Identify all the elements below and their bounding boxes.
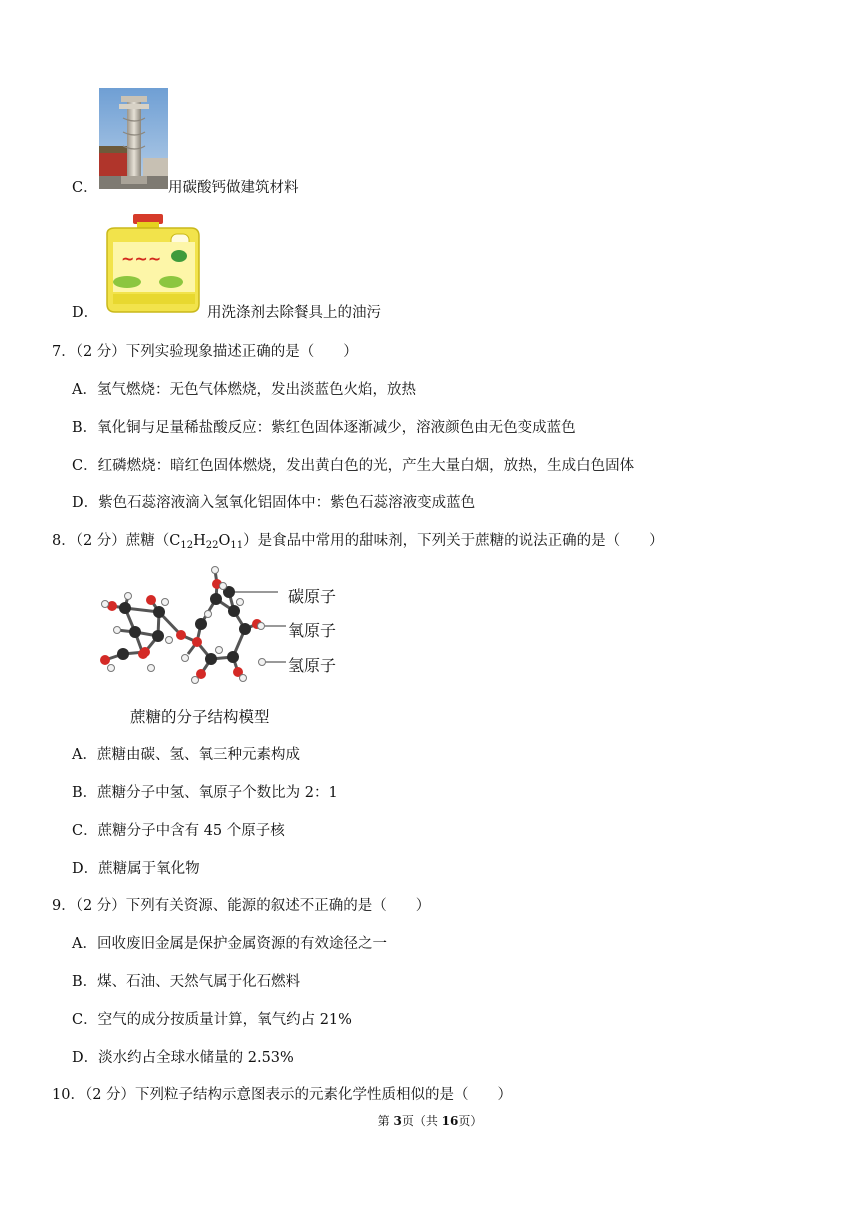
stone-pillar-icon xyxy=(99,88,168,189)
detergent-bottle-icon xyxy=(99,212,207,314)
q6-option-c-letter: C． xyxy=(72,180,98,196)
page-number: 3 xyxy=(393,1114,402,1128)
q7-option-c: C．红磷燃烧：暗红色固体燃烧，发出黄白色的光，产生大量白烟，放热，生成白色固体 xyxy=(72,458,635,474)
q7-option-b: B．氧化铜与足量稀盐酸反应：紫红色固体逐渐减少，溶液颜色由无色变成蓝色 xyxy=(72,420,576,436)
page-footer: 第 3页（共 16页） xyxy=(377,1114,483,1128)
oxygen-atom-label: 氧原子 xyxy=(288,621,337,640)
q8-option-b: B．蔗糖分子中氢、氧原子个数比为 2：1 xyxy=(72,785,338,801)
q6-option-c-text: 用碳酸钙做建筑材料 xyxy=(168,180,299,196)
q6-option-d-text: 用洗涤剂去除餐具上的油污 xyxy=(207,305,381,321)
total-pages: 16 xyxy=(441,1114,459,1128)
q6-option-d-letter: D． xyxy=(72,305,99,321)
q9-option-c: C．空气的成分按质量计算，氧气约占 21% xyxy=(72,1012,352,1028)
q7-option-d: D．紫色石蕊溶液滴入氢氧化铝固体中：紫色石蕊溶液变成蓝色 xyxy=(72,495,476,511)
q9-stem: 9．（2 分）下列有关资源、能源的叙述不正确的是（ ） xyxy=(52,898,431,914)
q8-stem: 8．（2 分）蔗糖$(C_{12}H_{22}O_{11})$是食品中常用的甜味剂，下列关于蔗糖的说法正确的是（ ） xyxy=(52,533,664,551)
q7-option-a: A．氢气燃烧：无色气体燃烧，发出淡蓝色火焰，放热 xyxy=(72,382,416,398)
q10-stem: 10．（2 分）下列粒子结构示意图表示的元素化学性质相似的是（ ） xyxy=(52,1087,513,1103)
q9-option-d: D．淡水约占全球水储量的 2.53% xyxy=(72,1050,294,1066)
hydrogen-atom-label: 氢原子 xyxy=(288,656,337,675)
q9-option-a: A．回收废旧金属是保护金属资源的有效途径之一 xyxy=(72,936,387,952)
q9-option-b: B．煤、石油、天然气属于化石燃料 xyxy=(72,974,301,990)
svg-text:~~~: ~~~ xyxy=(121,249,162,268)
q8-option-c: C．蔗糖分子中含有 45 个原子核 xyxy=(72,823,285,839)
q8-option-a: A．蔗糖由碳、氢、氧三种元素构成 xyxy=(72,747,300,763)
q8-option-d: D．蔗糖属于氧化物 xyxy=(72,861,200,877)
figure-caption: 蔗糖的分子结构模型 xyxy=(130,708,270,726)
q7-stem: 7．（2 分）下列实验现象描述正确的是（ ） xyxy=(52,344,358,360)
carbon-atom-label: 碳原子 xyxy=(288,587,337,606)
